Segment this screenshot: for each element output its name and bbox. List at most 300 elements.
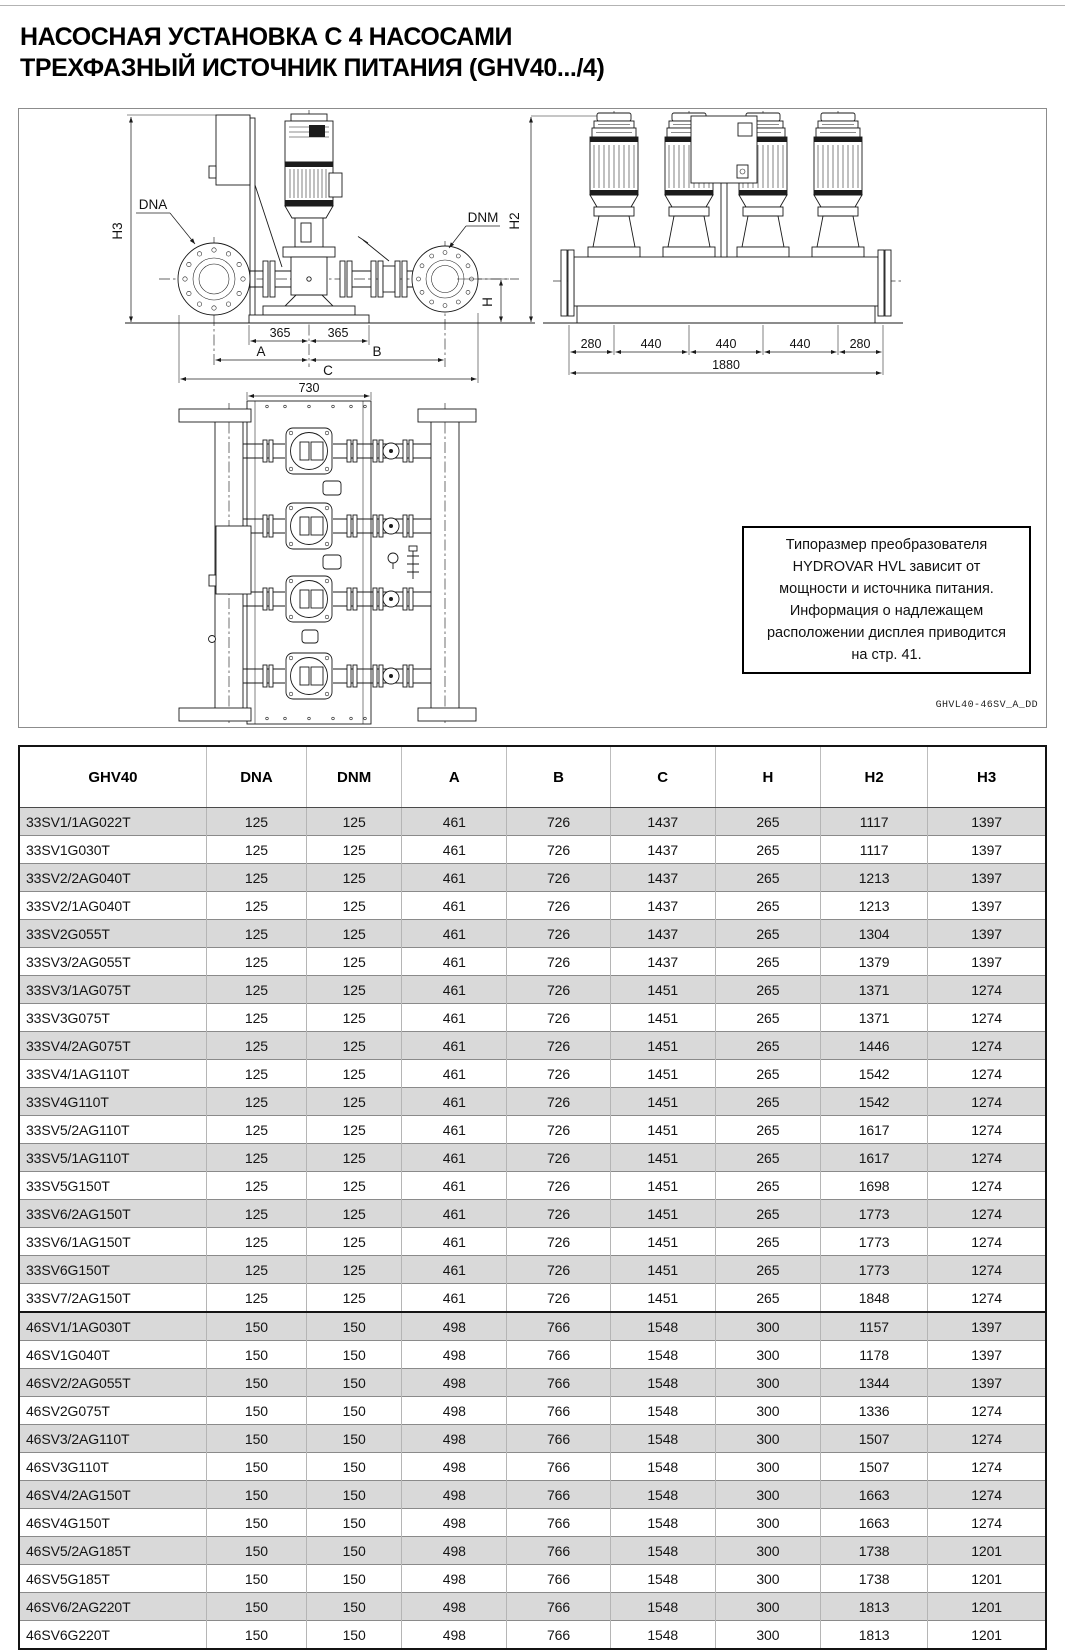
table-row <box>19 1200 1046 1228</box>
model-cell: 33SV1/1AG022T <box>19 808 206 836</box>
value-cell: 150 <box>206 1341 306 1369</box>
value-cell: 125 <box>307 1256 402 1284</box>
value-cell: 1397 <box>928 864 1046 892</box>
value-cell: 1437 <box>610 948 715 976</box>
value-cell: 265 <box>715 1200 820 1228</box>
value-cell: 1437 <box>610 892 715 920</box>
value-cell: 766 <box>507 1341 610 1369</box>
value-cell: 1773 <box>821 1200 928 1228</box>
value-cell: 726 <box>507 808 610 836</box>
value-cell: 125 <box>206 1200 306 1228</box>
value-cell: 1274 <box>928 1200 1046 1228</box>
value-cell: 1542 <box>821 1088 928 1116</box>
value-cell: 1213 <box>821 892 928 920</box>
value-cell: 1451 <box>610 1228 715 1256</box>
value-cell: 1451 <box>610 1200 715 1228</box>
value-cell: 1617 <box>821 1116 928 1144</box>
value-cell: 125 <box>206 1228 306 1256</box>
value-cell: 265 <box>715 948 820 976</box>
value-cell: 125 <box>206 864 306 892</box>
value-cell: 1371 <box>821 976 928 1004</box>
table-row <box>19 948 1046 976</box>
value-cell: 1274 <box>928 976 1046 1004</box>
value-cell: 1157 <box>821 1312 928 1341</box>
value-cell: 1397 <box>928 948 1046 976</box>
value-cell: 125 <box>206 1116 306 1144</box>
value-cell: 265 <box>715 1256 820 1284</box>
value-cell: 498 <box>402 1453 507 1481</box>
table-row <box>19 864 1046 892</box>
value-cell: 1451 <box>610 1256 715 1284</box>
model-cell: 33SV5/2AG110T <box>19 1116 206 1144</box>
value-cell: 150 <box>307 1453 402 1481</box>
model-cell: 33SV6/1AG150T <box>19 1228 206 1256</box>
model-cell: 46SV1G040T <box>19 1341 206 1369</box>
value-cell: 265 <box>715 1284 820 1313</box>
value-cell: 125 <box>206 1088 306 1116</box>
value-cell: 125 <box>307 836 402 864</box>
value-cell: 1548 <box>610 1341 715 1369</box>
value-cell: 1738 <box>821 1537 928 1565</box>
value-cell: 766 <box>507 1593 610 1621</box>
value-cell: 1274 <box>928 1397 1046 1425</box>
col-header-dna: DNA <box>206 746 306 808</box>
value-cell: 498 <box>402 1593 507 1621</box>
value-cell: 150 <box>307 1537 402 1565</box>
value-cell: 125 <box>307 1200 402 1228</box>
note-line: расположении дисплея приводится <box>766 625 1006 641</box>
value-cell: 265 <box>715 976 820 1004</box>
value-cell: 766 <box>507 1565 610 1593</box>
dim-730: 730 <box>298 381 320 395</box>
value-cell: 150 <box>307 1369 402 1397</box>
suction-flange <box>178 243 250 315</box>
value-cell: 726 <box>507 1144 610 1172</box>
table-row <box>19 1116 1046 1144</box>
value-cell: 1397 <box>928 1312 1046 1341</box>
table-row <box>19 1621 1046 1650</box>
value-cell: 461 <box>402 1256 507 1284</box>
value-cell: 300 <box>715 1621 820 1650</box>
value-cell: 726 <box>507 1116 610 1144</box>
model-cell: 33SV4/2AG075T <box>19 1032 206 1060</box>
value-cell: 1548 <box>610 1312 715 1341</box>
value-cell: 265 <box>715 808 820 836</box>
value-cell: 1813 <box>821 1593 928 1621</box>
value-cell: 125 <box>307 1228 402 1256</box>
note-line: HYDROVAR HVL зависит от <box>792 559 981 575</box>
value-cell: 125 <box>206 948 306 976</box>
value-cell: 461 <box>402 1088 507 1116</box>
table-header <box>19 746 1046 808</box>
value-cell: 1178 <box>821 1341 928 1369</box>
side-view <box>110 110 597 383</box>
value-cell: 125 <box>206 892 306 920</box>
dim-365-left: 365 <box>269 326 291 340</box>
value-cell: 726 <box>507 1172 610 1200</box>
model-cell: 33SV2/1AG040T <box>19 892 206 920</box>
table-row <box>19 1004 1046 1032</box>
value-cell: 150 <box>307 1425 402 1453</box>
value-cell: 125 <box>206 1004 306 1032</box>
table-row <box>19 1312 1046 1341</box>
model-cell: 33SV5G150T <box>19 1172 206 1200</box>
dna-label: DNA <box>138 197 168 212</box>
value-cell: 461 <box>402 1060 507 1088</box>
value-cell: 726 <box>507 1032 610 1060</box>
value-cell: 766 <box>507 1481 610 1509</box>
value-cell: 125 <box>206 1172 306 1200</box>
value-cell: 125 <box>307 920 402 948</box>
model-cell: 46SV5/2AG185T <box>19 1537 206 1565</box>
value-cell: 498 <box>402 1565 507 1593</box>
table-row <box>19 1369 1046 1397</box>
value-cell: 1201 <box>928 1593 1046 1621</box>
value-cell: 1451 <box>610 1116 715 1144</box>
value-cell: 1213 <box>821 864 928 892</box>
value-cell: 300 <box>715 1312 820 1341</box>
model-cell: 46SV4/2AG150T <box>19 1481 206 1509</box>
model-cell: 33SV6G150T <box>19 1256 206 1284</box>
value-cell: 150 <box>206 1509 306 1537</box>
value-cell: 150 <box>206 1369 306 1397</box>
model-cell: 46SV4G150T <box>19 1509 206 1537</box>
value-cell: 265 <box>715 1116 820 1144</box>
table-row <box>19 808 1046 836</box>
value-cell: 1274 <box>928 1453 1046 1481</box>
value-cell: 1397 <box>928 836 1046 864</box>
value-cell: 265 <box>715 1032 820 1060</box>
value-cell: 125 <box>206 1060 306 1088</box>
h3-label: H3 <box>110 222 125 240</box>
value-cell: 1548 <box>610 1509 715 1537</box>
value-cell: 125 <box>307 1004 402 1032</box>
value-cell: 125 <box>206 1032 306 1060</box>
value-cell: 1274 <box>928 1228 1046 1256</box>
value-cell: 461 <box>402 1032 507 1060</box>
value-cell: 1397 <box>928 1369 1046 1397</box>
dim-440-3: 440 <box>789 337 811 351</box>
value-cell: 150 <box>307 1509 402 1537</box>
value-cell: 1274 <box>928 1425 1046 1453</box>
col-header-h: H <box>715 746 820 808</box>
value-cell: 1848 <box>821 1284 928 1313</box>
value-cell: 150 <box>307 1621 402 1650</box>
value-cell: 726 <box>507 864 610 892</box>
value-cell: 150 <box>307 1397 402 1425</box>
value-cell: 125 <box>307 976 402 1004</box>
table-row <box>19 1088 1046 1116</box>
value-cell: 1274 <box>928 1032 1046 1060</box>
value-cell: 1201 <box>928 1621 1046 1650</box>
value-cell: 1344 <box>821 1369 928 1397</box>
value-cell: 265 <box>715 1060 820 1088</box>
model-cell: 33SV2/2AG040T <box>19 864 206 892</box>
value-cell: 125 <box>206 1284 306 1313</box>
value-cell: 125 <box>307 1172 402 1200</box>
table-row <box>19 1284 1046 1313</box>
table-row <box>19 1172 1046 1200</box>
value-cell: 1274 <box>928 1172 1046 1200</box>
table-row <box>19 920 1046 948</box>
value-cell: 150 <box>206 1481 306 1509</box>
col-header-a: A <box>402 746 507 808</box>
value-cell: 1437 <box>610 864 715 892</box>
value-cell: 461 <box>402 976 507 1004</box>
value-cell: 150 <box>206 1312 306 1341</box>
value-cell: 766 <box>507 1509 610 1537</box>
table-row <box>19 1425 1046 1453</box>
value-cell: 125 <box>307 1060 402 1088</box>
h-label: H <box>480 297 495 307</box>
model-cell: 33SV6/2AG150T <box>19 1200 206 1228</box>
value-cell: 498 <box>402 1425 507 1453</box>
value-cell: 766 <box>507 1397 610 1425</box>
dim-440-1: 440 <box>640 337 662 351</box>
front-view <box>543 111 903 375</box>
value-cell: 125 <box>206 836 306 864</box>
value-cell: 1336 <box>821 1397 928 1425</box>
model-cell: 33SV5/1AG110T <box>19 1144 206 1172</box>
value-cell: 498 <box>402 1312 507 1341</box>
table-row <box>19 1509 1046 1537</box>
value-cell: 1813 <box>821 1621 928 1650</box>
value-cell: 461 <box>402 948 507 976</box>
table-row <box>19 1060 1046 1088</box>
value-cell: 1397 <box>928 808 1046 836</box>
value-cell: 726 <box>507 1088 610 1116</box>
value-cell: 150 <box>206 1593 306 1621</box>
value-cell: 125 <box>307 1284 402 1313</box>
value-cell: 300 <box>715 1537 820 1565</box>
value-cell: 1451 <box>610 1032 715 1060</box>
value-cell: 300 <box>715 1425 820 1453</box>
value-cell: 265 <box>715 892 820 920</box>
value-cell: 461 <box>402 808 507 836</box>
value-cell: 1548 <box>610 1593 715 1621</box>
value-cell: 1201 <box>928 1537 1046 1565</box>
model-cell: 46SV2/2AG055T <box>19 1369 206 1397</box>
col-header-ghv40: GHV40 <box>19 746 206 808</box>
value-cell: 1437 <box>610 836 715 864</box>
dim-c: C <box>323 363 333 378</box>
value-cell: 461 <box>402 1228 507 1256</box>
value-cell: 498 <box>402 1621 507 1650</box>
table-row <box>19 1341 1046 1369</box>
table-row <box>19 1144 1046 1172</box>
value-cell: 461 <box>402 1200 507 1228</box>
value-cell: 766 <box>507 1537 610 1565</box>
note-line: на стр. 41. <box>851 647 922 663</box>
value-cell: 150 <box>206 1397 306 1425</box>
table-row <box>19 836 1046 864</box>
value-cell: 125 <box>206 1256 306 1284</box>
value-cell: 300 <box>715 1593 820 1621</box>
model-cell: 46SV6/2AG220T <box>19 1593 206 1621</box>
table-row <box>19 1565 1046 1593</box>
value-cell: 265 <box>715 920 820 948</box>
value-cell: 766 <box>507 1312 610 1341</box>
value-cell: 1274 <box>928 1144 1046 1172</box>
value-cell: 726 <box>507 1060 610 1088</box>
value-cell: 498 <box>402 1509 507 1537</box>
value-cell: 265 <box>715 1172 820 1200</box>
value-cell: 726 <box>507 836 610 864</box>
dim-440-2: 440 <box>715 337 737 351</box>
value-cell: 1274 <box>928 1116 1046 1144</box>
value-cell: 461 <box>402 1284 507 1313</box>
value-cell: 1773 <box>821 1256 928 1284</box>
value-cell: 1773 <box>821 1228 928 1256</box>
dim-1880: 1880 <box>712 358 740 372</box>
value-cell: 1379 <box>821 948 928 976</box>
value-cell: 150 <box>206 1453 306 1481</box>
value-cell: 150 <box>307 1312 402 1341</box>
dim-280-left: 280 <box>580 337 602 351</box>
table-row <box>19 1032 1046 1060</box>
value-cell: 726 <box>507 1228 610 1256</box>
value-cell: 1397 <box>928 892 1046 920</box>
table-row <box>19 1593 1046 1621</box>
plan-view <box>179 381 476 724</box>
value-cell: 1548 <box>610 1425 715 1453</box>
value-cell: 150 <box>206 1425 306 1453</box>
value-cell: 726 <box>507 1004 610 1032</box>
value-cell: 461 <box>402 892 507 920</box>
model-cell: 33SV3G075T <box>19 1004 206 1032</box>
value-cell: 726 <box>507 1284 610 1313</box>
value-cell: 1507 <box>821 1453 928 1481</box>
value-cell: 125 <box>307 808 402 836</box>
note-line: мощности и источника питания. <box>779 581 994 597</box>
page-top-rule <box>0 5 1065 6</box>
model-cell: 33SV3/1AG075T <box>19 976 206 1004</box>
col-header-dnm: DNM <box>307 746 402 808</box>
value-cell: 1617 <box>821 1144 928 1172</box>
value-cell: 1507 <box>821 1425 928 1453</box>
value-cell: 726 <box>507 976 610 1004</box>
table-row <box>19 892 1046 920</box>
value-cell: 498 <box>402 1537 507 1565</box>
value-cell: 125 <box>307 1032 402 1060</box>
model-cell: 33SV4G110T <box>19 1088 206 1116</box>
model-cell: 33SV7/2AG150T <box>19 1284 206 1313</box>
note-line: Типоразмер преобразователя <box>785 537 988 553</box>
value-cell: 1548 <box>610 1481 715 1509</box>
table-row <box>19 1481 1046 1509</box>
value-cell: 766 <box>507 1369 610 1397</box>
value-cell: 265 <box>715 1228 820 1256</box>
value-cell: 300 <box>715 1397 820 1425</box>
page-title <box>20 22 604 84</box>
dimensions-table <box>18 745 1047 1650</box>
value-cell: 1274 <box>928 1004 1046 1032</box>
value-cell: 1446 <box>821 1032 928 1060</box>
table-row <box>19 1397 1046 1425</box>
value-cell: 461 <box>402 836 507 864</box>
value-cell: 150 <box>307 1593 402 1621</box>
value-cell: 1451 <box>610 1004 715 1032</box>
hydrovar-note <box>742 526 1031 674</box>
value-cell: 1117 <box>821 808 928 836</box>
table-row <box>19 1453 1046 1481</box>
value-cell: 125 <box>307 1116 402 1144</box>
value-cell: 726 <box>507 1256 610 1284</box>
value-cell: 1663 <box>821 1509 928 1537</box>
value-cell: 1548 <box>610 1537 715 1565</box>
value-cell: 1451 <box>610 1172 715 1200</box>
table-row <box>19 1228 1046 1256</box>
value-cell: 1451 <box>610 1060 715 1088</box>
value-cell: 1274 <box>928 1060 1046 1088</box>
page-title-line2: ТРЕХФАЗНЫЙ ИСТОЧНИК ПИТАНИЯ (GHV40.../4) <box>20 54 605 82</box>
value-cell: 1274 <box>928 1481 1046 1509</box>
model-cell: 33SV1G030T <box>19 836 206 864</box>
value-cell: 125 <box>307 892 402 920</box>
value-cell: 150 <box>307 1341 402 1369</box>
value-cell: 1548 <box>610 1621 715 1650</box>
value-cell: 1201 <box>928 1565 1046 1593</box>
dim-a: A <box>256 344 266 359</box>
model-cell: 46SV6G220T <box>19 1621 206 1650</box>
value-cell: 1451 <box>610 1144 715 1172</box>
value-cell: 125 <box>307 948 402 976</box>
value-cell: 461 <box>402 1116 507 1144</box>
value-cell: 1542 <box>821 1060 928 1088</box>
value-cell: 125 <box>307 1088 402 1116</box>
value-cell: 1274 <box>928 1509 1046 1537</box>
value-cell: 150 <box>206 1537 306 1565</box>
technical-drawing-panel <box>18 108 1047 728</box>
value-cell: 1371 <box>821 1004 928 1032</box>
col-header-h3: H3 <box>928 746 1046 808</box>
value-cell: 461 <box>402 1172 507 1200</box>
col-header-b: B <box>507 746 610 808</box>
value-cell: 125 <box>206 920 306 948</box>
value-cell: 1451 <box>610 1284 715 1313</box>
value-cell: 125 <box>307 864 402 892</box>
value-cell: 265 <box>715 1144 820 1172</box>
value-cell: 1698 <box>821 1172 928 1200</box>
value-cell: 150 <box>206 1565 306 1593</box>
value-cell: 300 <box>715 1481 820 1509</box>
value-cell: 726 <box>507 892 610 920</box>
note-line: Информация о надлежащем <box>789 603 984 619</box>
dim-365-right: 365 <box>327 326 349 340</box>
col-header-c: C <box>610 746 715 808</box>
table-row <box>19 1537 1046 1565</box>
value-cell: 726 <box>507 920 610 948</box>
value-cell: 766 <box>507 1453 610 1481</box>
value-cell: 300 <box>715 1565 820 1593</box>
value-cell: 498 <box>402 1369 507 1397</box>
value-cell: 1274 <box>928 1256 1046 1284</box>
value-cell: 461 <box>402 920 507 948</box>
value-cell: 1451 <box>610 1088 715 1116</box>
value-cell: 1274 <box>928 1088 1046 1116</box>
value-cell: 1397 <box>928 920 1046 948</box>
value-cell: 498 <box>402 1341 507 1369</box>
model-cell: 46SV5G185T <box>19 1565 206 1593</box>
dim-b: B <box>372 344 382 359</box>
value-cell: 766 <box>507 1621 610 1650</box>
model-cell: 46SV1/1AG030T <box>19 1312 206 1341</box>
model-cell: 33SV3/2AG055T <box>19 948 206 976</box>
value-cell: 125 <box>206 808 306 836</box>
col-header-h2: H2 <box>821 746 928 808</box>
value-cell: 1451 <box>610 976 715 1004</box>
gauge-symbol <box>388 546 419 579</box>
